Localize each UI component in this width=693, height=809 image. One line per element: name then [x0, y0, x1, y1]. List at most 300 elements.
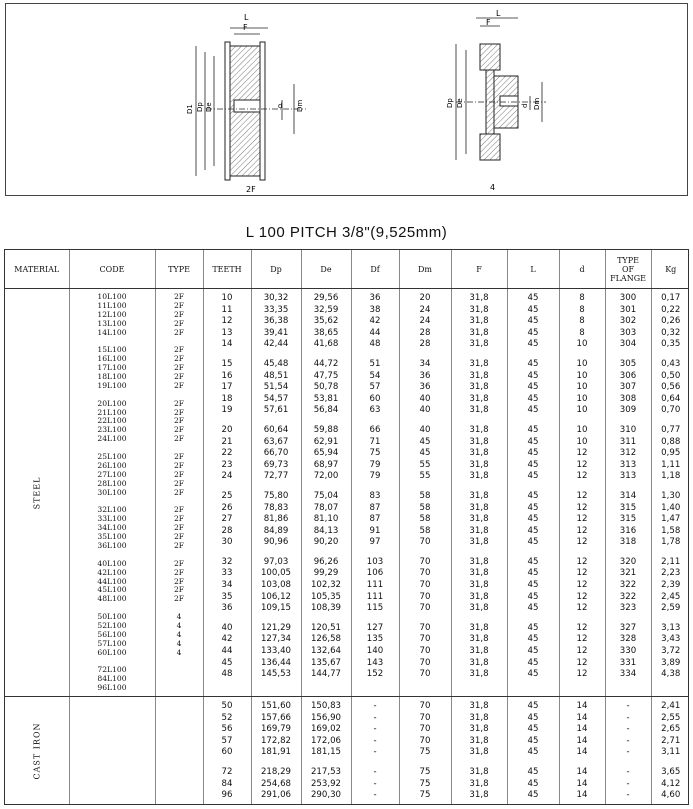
cell-flange: 313 — [619, 459, 637, 470]
cell-teeth: 36 — [221, 603, 233, 614]
cell-f: 31,8 — [469, 304, 489, 315]
row-gap — [400, 549, 451, 557]
code-item: 14L100 — [97, 327, 127, 337]
cell-f: 31,8 — [469, 525, 489, 536]
cell-f: 31,8 — [469, 747, 489, 758]
header-material: MATERIAL — [5, 250, 69, 289]
code-item: 34L100 — [97, 523, 127, 533]
steel-types-cell — [155, 289, 203, 697]
code-item: 13L100 — [97, 318, 127, 328]
type-item: 2F — [173, 487, 185, 497]
cell-dm: 45 — [419, 448, 431, 459]
cell-df: 71 — [369, 436, 381, 447]
cell-df: 44 — [369, 327, 381, 338]
cell-df: - — [373, 790, 377, 801]
cell-df: 103 — [366, 556, 384, 567]
cell-dp: 109,15 — [260, 603, 292, 614]
cell-df: 135 — [366, 634, 384, 645]
cell-dp: 39,41 — [263, 327, 289, 338]
cell-df: 106 — [366, 568, 384, 579]
header-df: Df — [351, 250, 399, 289]
code-item: 32L100 — [97, 505, 127, 515]
row-gap — [452, 483, 507, 491]
cell-df: - — [373, 747, 377, 758]
cell-flange: 307 — [619, 382, 637, 393]
cell-d: 14 — [576, 701, 588, 711]
cell-l: 45 — [527, 634, 539, 645]
cell-df: 140 — [366, 646, 384, 657]
cell-de: 135,67 — [310, 657, 342, 668]
cell-dm: 45 — [419, 436, 431, 447]
cell-f: 31,8 — [469, 436, 489, 447]
iron-types-cell — [155, 697, 203, 805]
cell-df: 60 — [369, 393, 381, 404]
cell-dp: 151,60 — [260, 701, 292, 711]
cell-flange: 300 — [619, 293, 637, 303]
cell-f: 31,8 — [469, 405, 489, 416]
cell-flange: - — [626, 735, 630, 746]
cell-kg: 0,50 — [661, 370, 681, 381]
cell-f: 31,8 — [469, 790, 489, 801]
row-gap — [302, 417, 351, 425]
cell-f: 31,8 — [469, 712, 489, 723]
type-item: 2F — [173, 576, 185, 586]
cell-flange: 322 — [619, 580, 637, 591]
row-gap — [652, 549, 690, 557]
cell-flange: - — [626, 790, 630, 801]
pulley-drawings — [6, 4, 687, 195]
row-gap — [606, 759, 651, 767]
cell-dm: 75 — [419, 747, 431, 758]
steel-f-cell — [451, 289, 507, 697]
cell-dp: 181,91 — [260, 747, 292, 758]
cell-flange: 301 — [619, 304, 637, 315]
header-de: De — [301, 250, 351, 289]
iron-l-cell — [507, 697, 559, 805]
iron-flange-cell — [605, 697, 651, 805]
row-gap — [400, 483, 451, 491]
row-gap — [560, 615, 605, 623]
cell-dp: 54,57 — [263, 393, 289, 404]
cell-de: 144,77 — [310, 669, 342, 680]
steel-dm-cell — [399, 289, 451, 697]
cell-df: 51 — [369, 358, 381, 369]
cell-l: 45 — [527, 502, 539, 513]
cell-teeth: 13 — [221, 327, 233, 338]
label-dp-right: Dp — [446, 98, 454, 108]
cell-flange: 304 — [619, 339, 637, 350]
cell-dm: 70 — [419, 556, 431, 567]
cell-flange: - — [626, 724, 630, 735]
row-gap — [252, 615, 301, 623]
cell-teeth: 21 — [221, 436, 233, 447]
cell-f: 31,8 — [469, 735, 489, 746]
cell-l: 45 — [527, 405, 539, 416]
steel-teeth-cell — [203, 289, 251, 697]
row-gap — [302, 483, 351, 491]
cell-l: 45 — [527, 568, 539, 579]
cell-teeth: 45 — [221, 657, 233, 668]
cell-teeth: 96 — [221, 790, 233, 801]
cell-dp: 90,96 — [263, 537, 289, 548]
code-item: 72L100 — [97, 665, 127, 675]
cell-f: 31,8 — [469, 701, 489, 711]
cell-d: 10 — [576, 424, 588, 435]
cell-f: 31,8 — [469, 778, 489, 789]
type-item: 2F — [173, 558, 185, 568]
code-item: 35L100 — [97, 532, 127, 542]
type-item: 2F — [173, 505, 185, 515]
row-gap — [352, 351, 399, 359]
cell-df: 91 — [369, 525, 381, 536]
header-flange-line2: OF — [621, 264, 635, 274]
cell-l: 45 — [527, 293, 539, 303]
cell-f: 31,8 — [469, 556, 489, 567]
cell-kg: 4,60 — [661, 790, 681, 801]
type-item: 2F — [173, 327, 185, 337]
cell-d: 10 — [576, 405, 588, 416]
cell-flange: 334 — [619, 669, 637, 680]
cell-df: 115 — [366, 603, 384, 614]
cell-f: 31,8 — [469, 669, 489, 680]
cell-dm: 34 — [419, 358, 431, 369]
cell-df: - — [373, 766, 377, 777]
cell-dm: 58 — [419, 490, 431, 501]
cell-teeth: 10 — [221, 293, 233, 303]
cell-de: 65,94 — [313, 448, 339, 459]
cell-d: 8 — [579, 293, 585, 303]
cell-dm: 55 — [419, 471, 431, 482]
cell-df: 111 — [366, 580, 384, 591]
row-gap — [252, 351, 301, 359]
code-item: 42L100 — [97, 567, 127, 577]
cell-df: - — [373, 735, 377, 746]
cell-d: 14 — [576, 735, 588, 746]
cell-dp: 100,05 — [260, 568, 292, 579]
cell-de: 62,91 — [313, 436, 339, 447]
type-item: 2F — [173, 292, 185, 301]
row-gap — [302, 615, 351, 623]
iron-dm-cell — [399, 697, 451, 805]
cell-d: 8 — [579, 327, 585, 338]
cell-l: 45 — [527, 436, 539, 447]
cell-dp: 291,06 — [260, 790, 292, 801]
cell-d: 8 — [579, 316, 585, 327]
cell-l: 45 — [527, 701, 539, 711]
cell-kg: 3,43 — [661, 634, 681, 645]
steel-section — [5, 289, 689, 697]
label-f-left: F — [243, 23, 248, 32]
material-iron-label: CAST IRON — [32, 722, 42, 780]
cell-teeth: 44 — [221, 646, 233, 657]
iron-f-cell — [451, 697, 507, 805]
cell-flange: 327 — [619, 622, 637, 633]
cell-kg: 0,26 — [661, 316, 681, 327]
cell-kg: 2,11 — [661, 556, 681, 567]
iron-de-cell — [301, 697, 351, 805]
type-item: 4 — [176, 612, 182, 622]
cell-flange: 312 — [619, 448, 637, 459]
cell-f: 31,8 — [469, 471, 489, 482]
cell-df: 42 — [369, 316, 381, 327]
row-gap — [508, 549, 559, 557]
cell-de: 290,30 — [310, 790, 342, 801]
cell-df: 75 — [369, 448, 381, 459]
cell-flange: 323 — [619, 603, 637, 614]
row-gap — [652, 759, 690, 767]
material-iron — [5, 697, 69, 805]
cell-de: 75,04 — [313, 490, 339, 501]
cell-f: 31,8 — [469, 370, 489, 381]
row-gap — [400, 417, 451, 425]
cell-dp: 42,44 — [263, 339, 289, 350]
cell-de: 156,90 — [310, 712, 342, 723]
cell-dm: 58 — [419, 514, 431, 525]
cell-dp: 51,54 — [263, 382, 289, 393]
row-gap — [400, 759, 451, 767]
cell-df: - — [373, 701, 377, 711]
cell-f: 31,8 — [469, 537, 489, 548]
cell-teeth: 72 — [221, 766, 233, 777]
cell-d: 12 — [576, 646, 588, 657]
type-item: 4 — [176, 620, 182, 630]
code-item: 28L100 — [97, 478, 127, 488]
cell-l: 45 — [527, 724, 539, 735]
cell-kg: 2,71 — [661, 735, 681, 746]
cell-df: 127 — [366, 622, 384, 633]
row-gap — [352, 615, 399, 623]
steel-kg-cell — [651, 289, 689, 697]
code-item: 21L100 — [97, 407, 127, 417]
cell-df: 54 — [369, 370, 381, 381]
cell-f: 31,8 — [469, 316, 489, 327]
cell-df: 87 — [369, 502, 381, 513]
cell-de: 150,83 — [310, 701, 342, 711]
cell-de: 217,53 — [310, 766, 342, 777]
cell-d: 12 — [576, 634, 588, 645]
code-item: 50L100 — [97, 612, 127, 622]
steel-df-cell — [351, 289, 399, 697]
cell-l: 45 — [527, 316, 539, 327]
cell-f: 31,8 — [469, 514, 489, 525]
cell-kg: 0,35 — [661, 339, 681, 350]
cell-dm: 70 — [419, 603, 431, 614]
cell-flange: 302 — [619, 316, 637, 327]
cell-kg: 0,17 — [661, 293, 681, 303]
label-d-left: d — [278, 102, 283, 110]
type-item: 2F — [173, 300, 185, 310]
cell-kg: 2,39 — [661, 580, 681, 591]
cell-de: 47,75 — [313, 370, 339, 381]
cell-dm: 24 — [419, 304, 431, 315]
cell-dp: 127,34 — [260, 634, 292, 645]
row-gap — [508, 483, 559, 491]
code-item: 57L100 — [97, 638, 127, 648]
cell-teeth: 24 — [221, 471, 233, 482]
cell-dm: 70 — [419, 537, 431, 548]
cell-d: 8 — [579, 304, 585, 315]
cell-teeth: 12 — [221, 316, 233, 327]
label-de-left: De — [205, 102, 213, 112]
drawing-2f — [186, 13, 306, 194]
cell-d: 12 — [576, 490, 588, 501]
row-gap — [652, 615, 690, 623]
code-item: 23L100 — [97, 425, 127, 435]
cell-dp: 106,12 — [260, 591, 292, 602]
iron-kg-cell — [651, 697, 689, 805]
cell-dm: 36 — [419, 382, 431, 393]
cell-d: 12 — [576, 657, 588, 668]
cell-dp: 133,40 — [260, 646, 292, 657]
cell-de: 53,81 — [313, 393, 339, 404]
cell-dp: 48,51 — [263, 370, 289, 381]
cell-f: 31,8 — [469, 327, 489, 338]
cell-l: 45 — [527, 603, 539, 614]
code-item: 96L100 — [97, 683, 127, 693]
cell-d: 14 — [576, 724, 588, 735]
cell-flange: 313 — [619, 471, 637, 482]
cell-de: 81,10 — [313, 514, 339, 525]
cell-f: 31,8 — [469, 358, 489, 369]
row-gap — [252, 483, 301, 491]
code-item: 48L100 — [97, 594, 127, 604]
cell-l: 45 — [527, 657, 539, 668]
cell-kg: 1,11 — [661, 459, 681, 470]
cell-df: 79 — [369, 471, 381, 482]
type-item: 2F — [173, 416, 185, 426]
cell-kg: 2,59 — [661, 603, 681, 614]
label-l-left: L — [244, 13, 249, 22]
caption-right: 4 — [490, 183, 496, 192]
cell-kg: 0,22 — [661, 304, 681, 315]
row-gap — [352, 417, 399, 425]
row-gap — [652, 483, 690, 491]
iron-codes-cell — [69, 697, 155, 805]
row-gap — [560, 351, 605, 359]
cell-teeth: 84 — [221, 778, 233, 789]
type-item: 2F — [173, 594, 185, 604]
cell-df: - — [373, 724, 377, 735]
steel-l-cell — [507, 289, 559, 697]
cell-flange: 315 — [619, 514, 637, 525]
cell-f: 31,8 — [469, 646, 489, 657]
cell-df: 66 — [369, 424, 381, 435]
row-gap — [452, 351, 507, 359]
row-gap — [508, 351, 559, 359]
row-gap — [560, 417, 605, 425]
cell-dp: 36,38 — [263, 316, 289, 327]
cell-dp: 157,66 — [260, 712, 292, 723]
row-gap — [352, 759, 399, 767]
cell-f: 31,8 — [469, 393, 489, 404]
cell-dp: 172,82 — [260, 735, 292, 746]
cell-de: 59,88 — [313, 424, 339, 435]
row-gap — [606, 549, 651, 557]
code-item: 17L100 — [97, 363, 127, 373]
cell-l: 45 — [527, 525, 539, 536]
cell-flange: 314 — [619, 490, 637, 501]
cell-kg: 3,65 — [661, 766, 681, 777]
cell-flange: 316 — [619, 525, 637, 536]
cell-l: 45 — [527, 393, 539, 404]
code-item: 33L100 — [97, 514, 127, 524]
cell-l: 45 — [527, 790, 539, 801]
type-item: 2F — [173, 452, 185, 462]
cell-l: 45 — [527, 459, 539, 470]
cell-kg: 0,56 — [661, 382, 681, 393]
cell-teeth: 32 — [221, 556, 233, 567]
header-dp: Dp — [251, 250, 301, 289]
cell-teeth: 57 — [221, 735, 233, 746]
row-gap — [204, 759, 251, 767]
cell-kg: 3,13 — [661, 622, 681, 633]
cell-teeth: 22 — [221, 448, 233, 459]
cell-dp: 72,77 — [263, 471, 289, 482]
cell-dp: 45,48 — [263, 358, 289, 369]
cell-df: 36 — [369, 293, 381, 303]
cell-flange: - — [626, 747, 630, 758]
iron-dp-cell — [251, 697, 301, 805]
caption-left: 2F — [246, 185, 256, 194]
cell-df: - — [373, 778, 377, 789]
cell-d: 12 — [576, 514, 588, 525]
cell-de: 78,07 — [313, 502, 339, 513]
cell-de: 29,56 — [313, 293, 339, 303]
cell-dm: 70 — [419, 712, 431, 723]
cell-df: - — [373, 712, 377, 723]
type-item: 4 — [176, 647, 182, 657]
cell-d: 14 — [576, 747, 588, 758]
type-item: 2F — [173, 478, 185, 488]
cell-dm: 40 — [419, 405, 431, 416]
cell-d: 14 — [576, 790, 588, 801]
row-gap — [452, 759, 507, 767]
iron-teeth-cell — [203, 697, 251, 805]
cell-dm: 70 — [419, 735, 431, 746]
header-d: d — [559, 250, 605, 289]
cell-de: 50,78 — [313, 382, 339, 393]
type-item: 2F — [173, 460, 185, 470]
row-gap — [508, 759, 559, 767]
cell-teeth: 18 — [221, 393, 233, 404]
cell-kg: 1,30 — [661, 490, 681, 501]
header-row — [5, 250, 689, 289]
type-item: 2F — [173, 398, 185, 408]
cell-teeth: 35 — [221, 591, 233, 602]
cell-d: 12 — [576, 537, 588, 548]
cell-kg: 2,55 — [661, 712, 681, 723]
cell-de: 68,97 — [313, 459, 339, 470]
cell-teeth: 33 — [221, 568, 233, 579]
cell-de: 102,32 — [310, 580, 342, 591]
cell-d: 12 — [576, 448, 588, 459]
cell-dp: 69,73 — [263, 459, 289, 470]
cell-dm: 75 — [419, 778, 431, 789]
cell-d: 12 — [576, 568, 588, 579]
cell-kg: 1,18 — [661, 471, 681, 482]
cell-de: 120,51 — [310, 622, 342, 633]
row-gap — [204, 549, 251, 557]
drawing-4 — [446, 9, 546, 192]
cell-f: 31,8 — [469, 591, 489, 602]
cell-f: 31,8 — [469, 766, 489, 777]
row-gap — [400, 351, 451, 359]
cell-flange: - — [626, 701, 630, 711]
row-gap — [560, 759, 605, 767]
row-gap — [452, 549, 507, 557]
type-item: 2F — [173, 469, 185, 479]
code-item: 30L100 — [97, 487, 127, 497]
